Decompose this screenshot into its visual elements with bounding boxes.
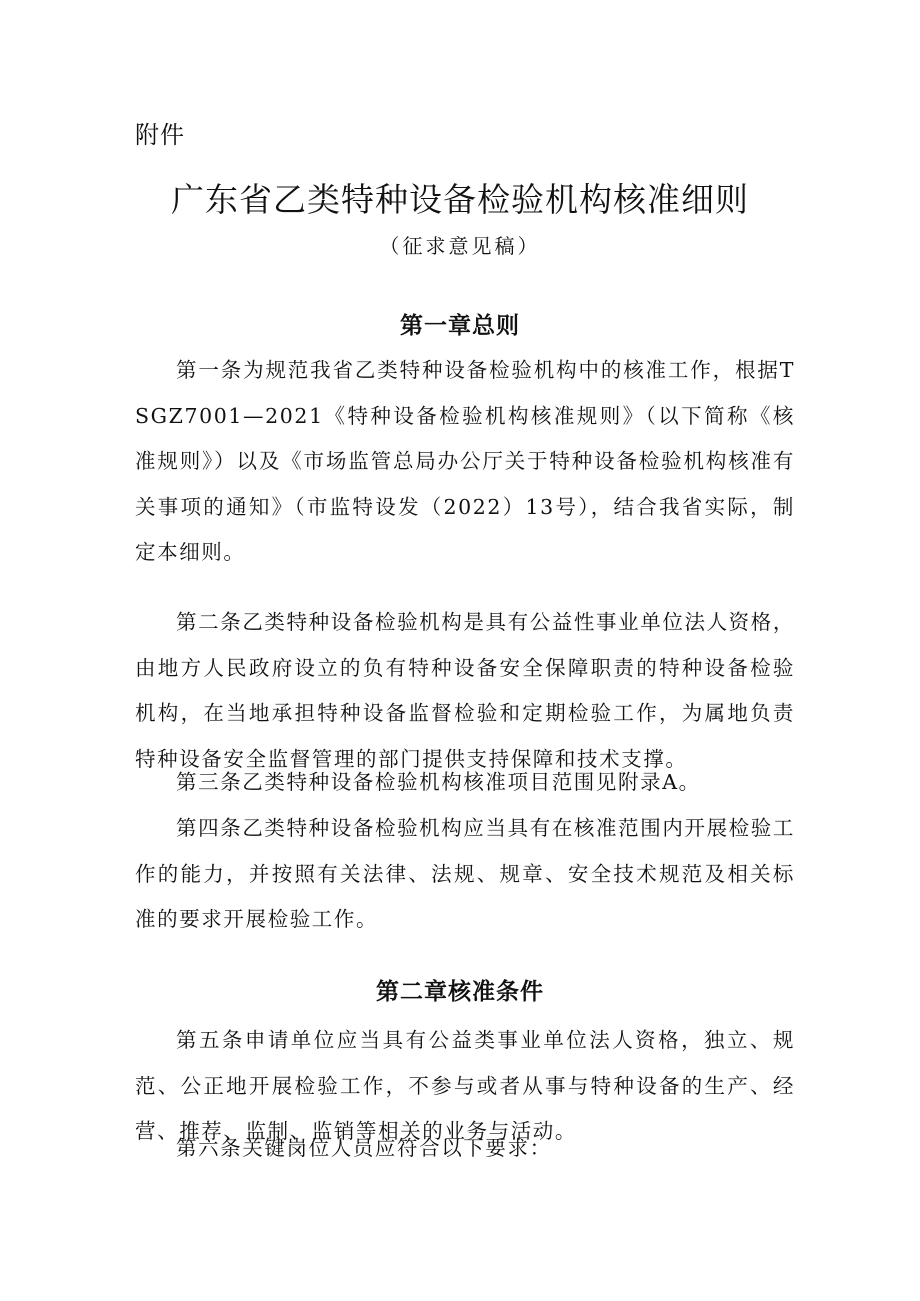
article-paragraph: 第六条关键岗位人员应符合以下要求： (176, 1136, 552, 1160)
document-title: 广东省乙类特种设备检验机构核准细则 (171, 180, 749, 219)
article-paragraph: 第二条乙类特种设备检验机构是具有公益性事业单位法人资格，由地方人民政府设立的负有特种设备安全保障职责的特种设备检验机构，在当地承担特种设备监督检验和定期检验工作，为属地负责特种设备安全监督管理的部门提供支持保障和技术支撑。 (135, 610, 795, 771)
attachment-label: 附件 (135, 121, 185, 149)
article-paragraph: 第五条申请单位应当具有公益类事业单位法人资格，独立、规范、公正地开展检验工作，不参与或者从事与特种设备的生产、经营、推荐、监制、监销等相关的业务与活动。 (135, 1028, 795, 1144)
article-paragraph: 第三条乙类特种设备检验机构核准项目范围见附录A。 (176, 770, 701, 794)
chapter-heading: 第二章核准条件 (376, 979, 544, 1005)
document-subtitle: （征求意见稿） (379, 234, 541, 258)
article-paragraph: 第一条为规范我省乙类特种设备检验机构中的核准工作，根据TSGZ7001—2021《特种设备检验机构核准规则》（以下简称《核准规则》）以及《市场监管总局办公厅关于特种设备检验机构核准有关事项的通知》（市监特设发（2022）13号），结合我省实际，制定本细则。 (135, 358, 795, 565)
article-paragraph: 第四条乙类特种设备检验机构应当具有在核准范围内开展检验工作的能力，并按照有关法律、法规、规章、安全技术规范及相关标准的要求开展检验工作。 (135, 816, 795, 932)
chapter-heading: 第一章总则 (400, 313, 520, 339)
